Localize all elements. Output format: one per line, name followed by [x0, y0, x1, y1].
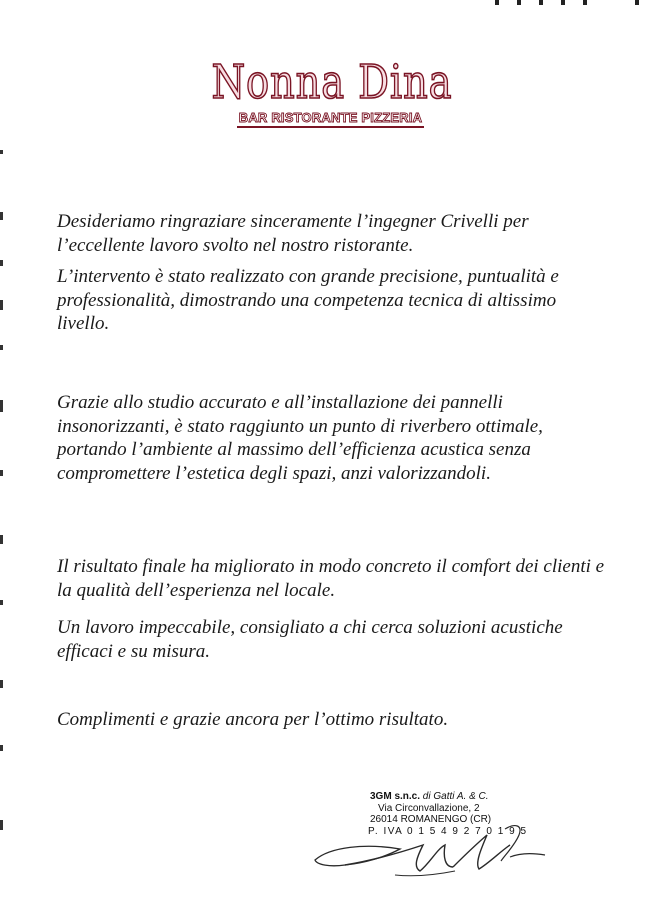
scan-edge-marks — [495, 0, 645, 6]
stamp-address: Via Circonvallazione, 2 — [378, 802, 480, 814]
restaurant-subtitle: BAR RISTORANTE PIZZERIA — [237, 111, 424, 128]
paragraph-recommendation: Un lavoro impeccabile, consigliato a chi cerca soluzioni acustiche efficaci e su misura. — [57, 617, 563, 662]
stamp-company: 3GM s.n.c. — [370, 791, 421, 802]
letterhead-logo — [0, 55, 655, 128]
handwritten-signature — [305, 802, 555, 890]
paragraph-acoustic-study: Grazie allo studio accurato e all’installazione dei pannelli insonorizzanti, è stato raggiunto un punto di riverbero ottimale, portando l’ambiente al massimo dell’efficienza acustica senza compromettere l’estetica degli spazi, anzi valorizzandoli. — [57, 392, 543, 484]
paragraph-closing: Complimenti e grazie ancora per l’ottimo risultato. — [57, 709, 449, 730]
paragraph-thanks: Desideriamo ringraziare sinceramente l’ingegner Crivelli per l’eccellente lavoro svolto nel nostro ristorante. — [57, 211, 529, 256]
restaurant-name: Nonna Dina — [210, 55, 453, 110]
stamp-city: 26014 ROMANENGO (CR) — [370, 814, 492, 825]
paragraph-result: Il risultato finale ha migliorato in modo concreto il comfort dei clienti e la qualità dell’esperienza nel locale. — [57, 556, 605, 601]
stamp-vat: P. IVA 0 1 5 4 9 2 7 0 1 9 5 — [368, 825, 528, 837]
stamp-owners: di Gatti A. & C. — [422, 791, 489, 802]
paragraph-intervention: L’intervento è stato realizzato con grande precisione, puntualità e professionalità, dimostrando una competenza tecnica di altissimo livello. — [57, 266, 559, 335]
